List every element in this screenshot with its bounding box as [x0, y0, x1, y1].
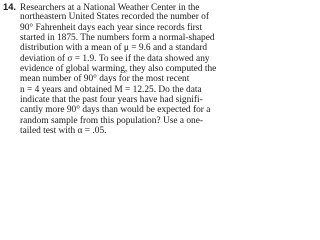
problem-text-line: cantly more 90° days than would be expected for a [20, 105, 211, 116]
problem-text-line: mean number of 90° days for the most recent [20, 74, 190, 85]
problem-text-line: started in 1875. The numbers form a normal-shaped [20, 33, 215, 44]
problem-line-2 [3, 12, 259, 22]
problem-text-line: random sample from this population? Use a one- [20, 115, 204, 126]
problem-14 [3, 2, 259, 136]
problem-text-line: Researchers at a National Weather Center in the [20, 3, 200, 13]
problem-text-line: n = 4 years and obtained M = 12.25. Do the data [20, 84, 202, 95]
problem-line-4 [3, 33, 259, 43]
problem-text-line: evidence of global warming, they also computed the [20, 64, 217, 75]
problem-line-7 [3, 64, 259, 74]
problem-line-8 [3, 74, 259, 84]
problem-line-9 [3, 85, 259, 95]
problem-text-line: deviation of σ = 1.9. To see if the data showed any [20, 53, 210, 64]
problem-line-10 [3, 95, 259, 105]
problem-line-5 [3, 43, 259, 53]
problem-line-6 [3, 54, 259, 64]
problem-text-line: distribution with a mean of μ = 9.6 and a standard [20, 43, 208, 54]
problem-line-3 [3, 23, 259, 33]
problem-line-11 [3, 105, 259, 115]
problem-line-12 [3, 116, 259, 126]
problem-line-13 [3, 126, 259, 136]
problem-line-1 [3, 2, 259, 12]
problem-text-line: 90° Fahrenheit days each year since records first [20, 22, 203, 33]
problem-number: 14. [3, 1, 17, 12]
problem-text-line: northeastern United States recorded the number of [20, 12, 209, 23]
problem-text-line: indicate that the past four years have had signifi- [20, 95, 203, 106]
problem-text-line: tailed test with α = .05. [20, 126, 107, 137]
